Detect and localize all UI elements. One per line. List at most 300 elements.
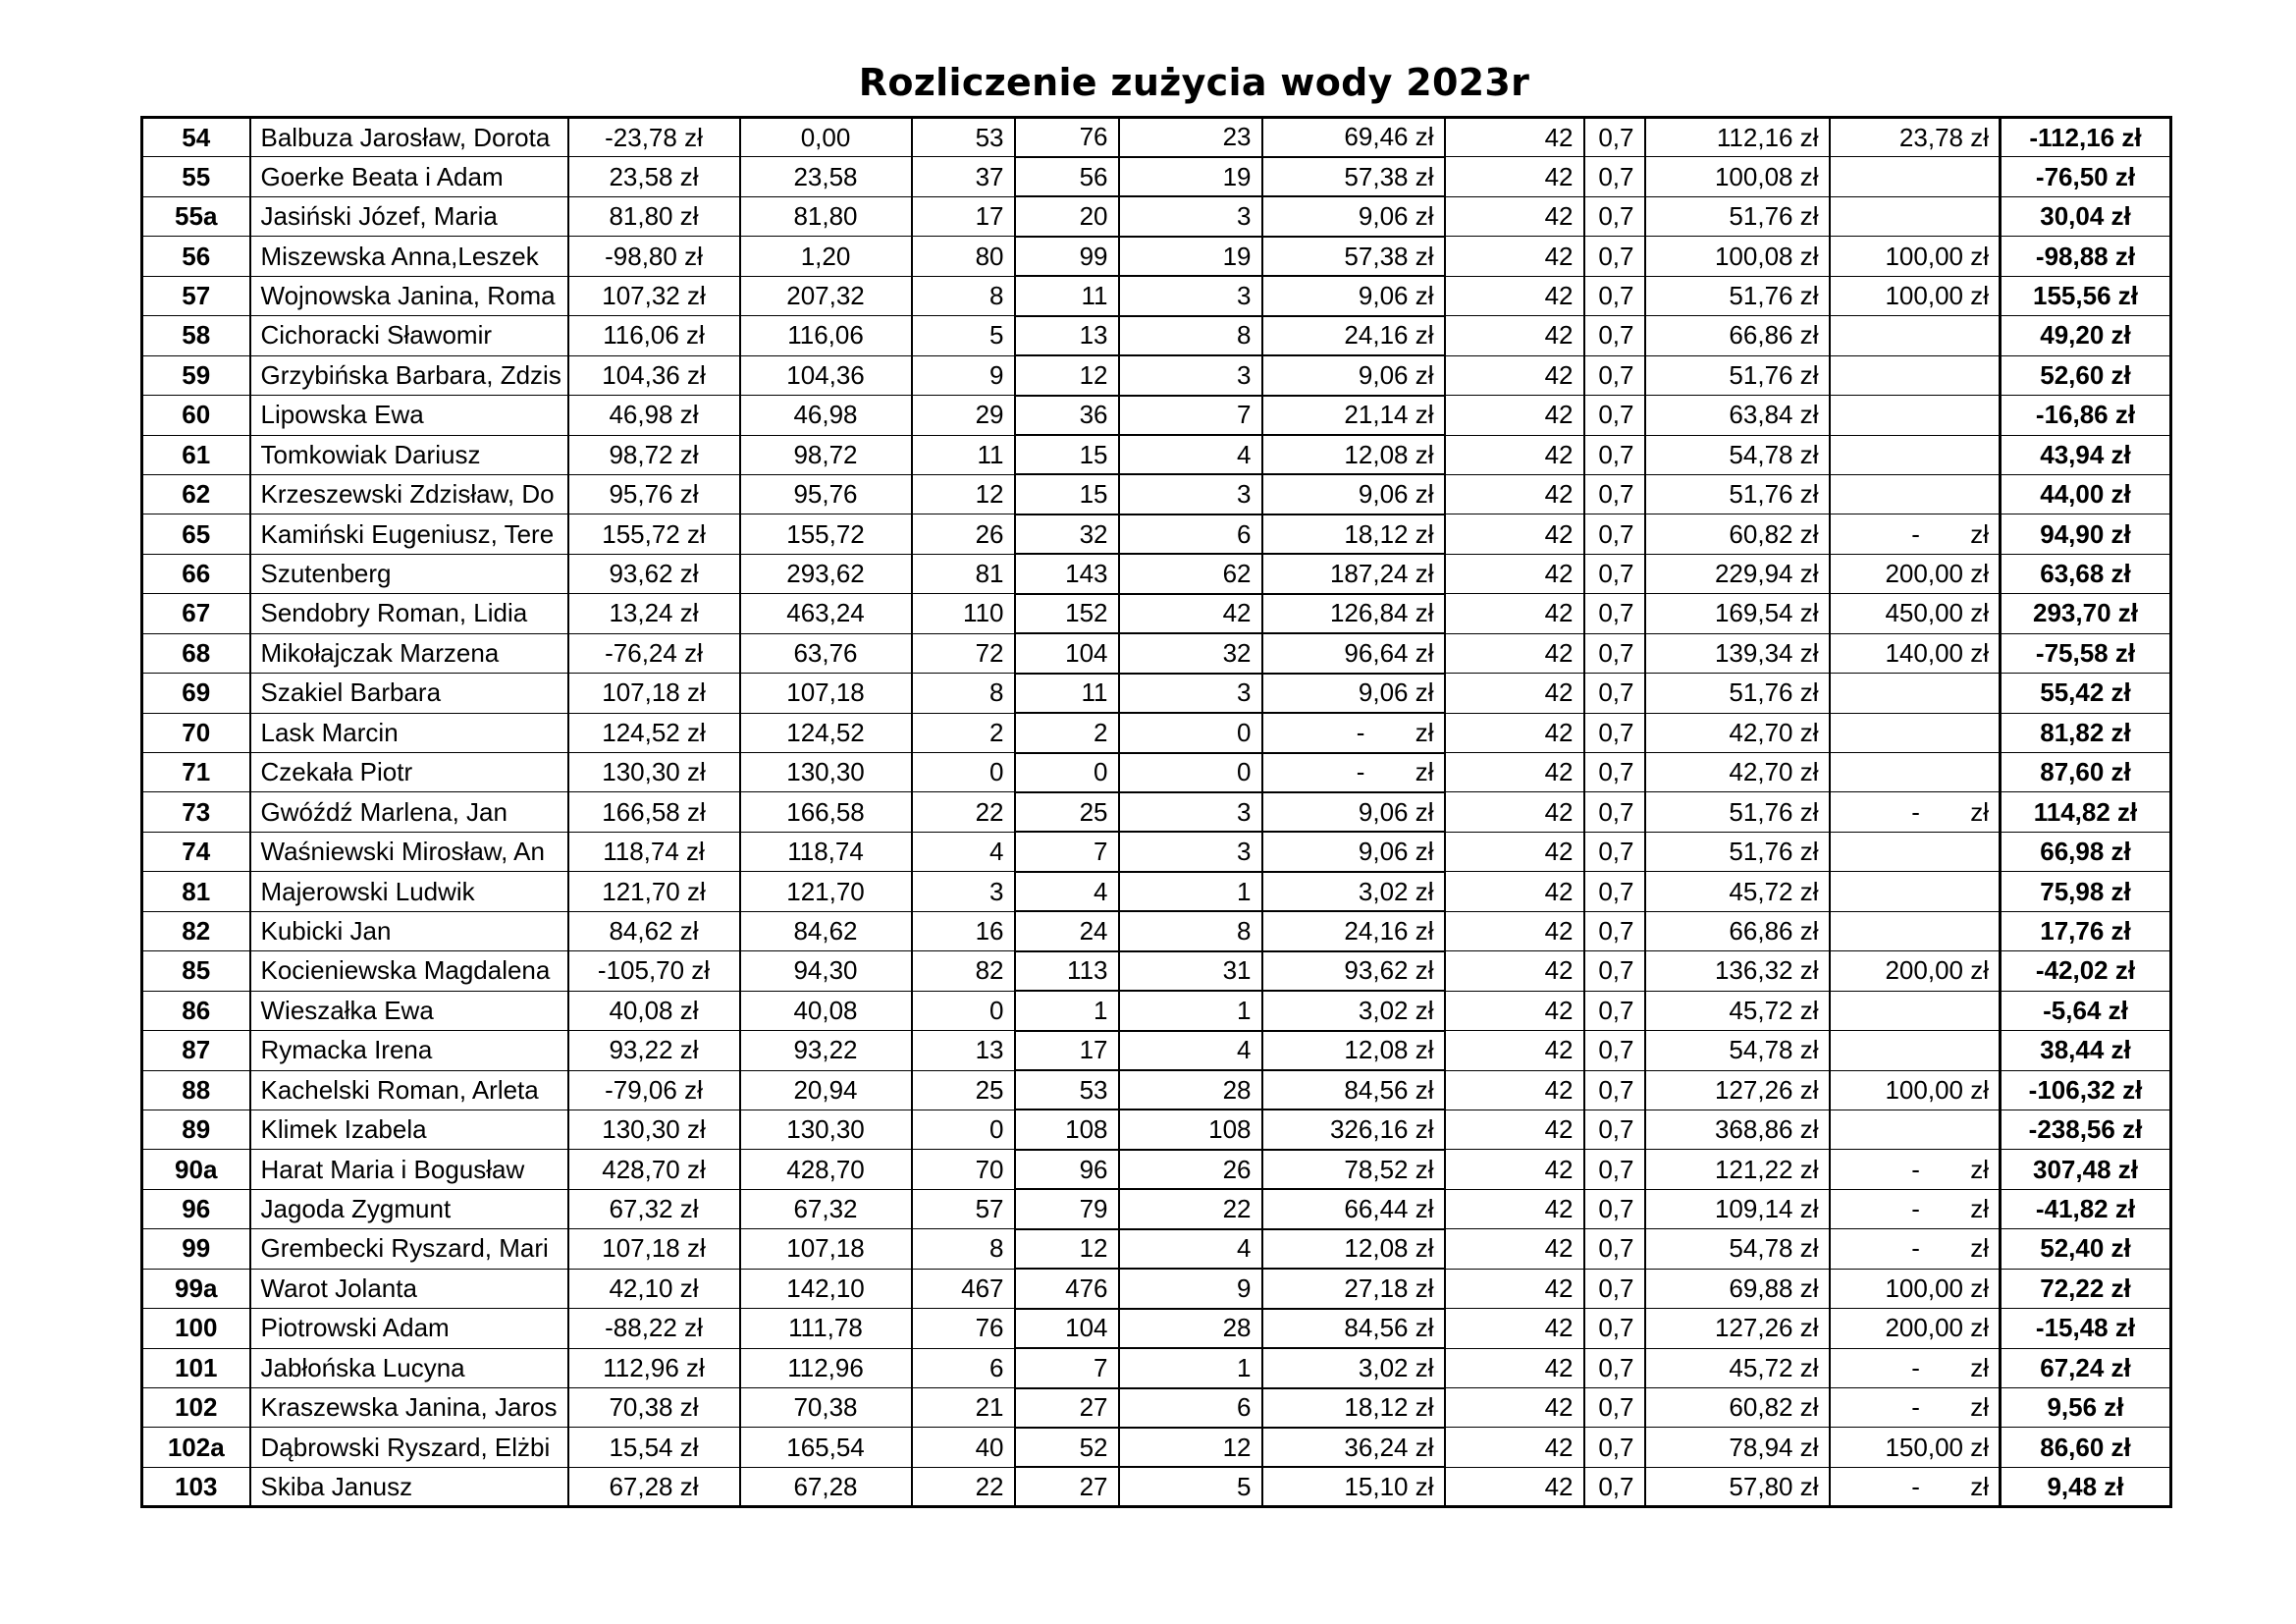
- cell-nr: 88: [142, 1070, 250, 1110]
- cell-name: Szutenberg: [250, 554, 568, 593]
- cell-saldo: 46,98 zł: [568, 396, 740, 435]
- cell-wplata: 84,62: [740, 911, 912, 950]
- cell-stan-poczatkowy: 9: [912, 355, 1015, 395]
- cell-koszt-wody: 12,08 zł: [1262, 435, 1445, 474]
- cell-abonament: 42: [1445, 1189, 1584, 1228]
- cell-saldo: 13,24 zł: [568, 594, 740, 633]
- cell-abonament: 42: [1445, 633, 1584, 673]
- cell-wspolczynnik: 0,7: [1584, 355, 1645, 395]
- cell-saldo: 116,06 zł: [568, 316, 740, 355]
- cell-abonament: 42: [1445, 872, 1584, 911]
- cell-razem: 169,54 zł: [1645, 594, 1830, 633]
- table-row: [142, 435, 2171, 474]
- cell-zuzycie: 3: [1119, 474, 1262, 514]
- cell-wplata-dodatkowa: [1830, 832, 2001, 871]
- cell-stan-koncowy: 2: [1015, 713, 1119, 752]
- cell-wspolczynnik: 0,7: [1584, 474, 1645, 514]
- cell-abonament: 42: [1445, 1269, 1584, 1308]
- cell-koszt-wody: [1262, 713, 1445, 752]
- cell-wplata: 0,00: [740, 118, 912, 157]
- cell-nr: 69: [142, 674, 250, 713]
- cell-wplata-dodatkowa: [1830, 514, 2001, 554]
- cell-wynik: 66,98 zł: [2001, 832, 2171, 871]
- cell-wplata: 207,32: [740, 276, 912, 315]
- cell-nr: 96: [142, 1189, 250, 1228]
- cell-zuzycie: 1: [1119, 872, 1262, 911]
- cell-nr: 67: [142, 594, 250, 633]
- cell-abonament: 42: [1445, 118, 1584, 157]
- cell-wplata: 142,10: [740, 1269, 912, 1308]
- cell-nr: 85: [142, 951, 250, 991]
- cell-koszt-wody: [1262, 753, 1445, 792]
- cell-wynik: -238,56 zł: [2001, 1110, 2171, 1149]
- cell-saldo: 98,72 zł: [568, 435, 740, 474]
- cell-razem: 63,84 zł: [1645, 396, 1830, 435]
- cell-wplata-dodatkowa: [1830, 1467, 2001, 1506]
- cell-saldo: 81,80 zł: [568, 196, 740, 236]
- cell-abonament: 42: [1445, 832, 1584, 871]
- cell-wynik: 155,56 zł: [2001, 276, 2171, 315]
- cell-wplata: 93,22: [740, 1031, 912, 1070]
- cell-stan-poczatkowy: 8: [912, 674, 1015, 713]
- cell-saldo: 107,32 zł: [568, 276, 740, 315]
- cell-wspolczynnik: 0,7: [1584, 1269, 1645, 1308]
- cell-saldo: 42,10 zł: [568, 1269, 740, 1308]
- cell-stan-poczatkowy: 12: [912, 474, 1015, 514]
- cell-koszt-wody: 84,56 zł: [1262, 1309, 1445, 1348]
- table-row: [142, 1428, 2171, 1467]
- cell-name: Harat Maria i Bogusław: [250, 1150, 568, 1189]
- cell-razem: 51,76 zł: [1645, 355, 1830, 395]
- table-body: [142, 118, 2171, 1507]
- currency-suffix: zł: [1970, 1392, 1989, 1423]
- cell-razem: 45,72 zł: [1645, 1348, 1830, 1387]
- cell-name: Krzeszewski Zdzisław, Do: [250, 474, 568, 514]
- dash-value: -: [1356, 717, 1365, 747]
- cell-wynik: 49,20 zł: [2001, 316, 2171, 355]
- cell-name: Gwóźdź Marlena, Jan: [250, 792, 568, 832]
- cell-koszt-wody: 9,06 zł: [1262, 792, 1445, 832]
- cell-nr: 70: [142, 713, 250, 752]
- cell-koszt-wody: 15,10 zł: [1262, 1467, 1445, 1506]
- cell-zuzycie: 4: [1119, 1229, 1262, 1269]
- cell-stan-koncowy: 27: [1015, 1388, 1119, 1428]
- cell-stan-poczatkowy: 26: [912, 514, 1015, 554]
- cell-wspolczynnik: 0,7: [1584, 674, 1645, 713]
- cell-stan-koncowy: 152: [1015, 594, 1119, 633]
- cell-wplata: 130,30: [740, 1110, 912, 1149]
- cell-razem: 66,86 zł: [1645, 911, 1830, 950]
- table-row: [142, 1189, 2171, 1228]
- cell-wynik: 94,90 zł: [2001, 514, 2171, 554]
- cell-wplata-dodatkowa: [1830, 792, 2001, 832]
- cell-nr: 57: [142, 276, 250, 315]
- dash-value: -: [1911, 1352, 1920, 1382]
- currency-suffix: zł: [1970, 1233, 1989, 1264]
- cell-razem: 139,34 zł: [1645, 633, 1830, 673]
- cell-wplata-dodatkowa: [1830, 911, 2001, 950]
- cell-saldo: 121,70 zł: [568, 872, 740, 911]
- cell-koszt-wody: 24,16 zł: [1262, 316, 1445, 355]
- cell-wplata-dodatkowa: [1830, 157, 2001, 196]
- table-row: [142, 713, 2171, 752]
- cell-stan-poczatkowy: 16: [912, 911, 1015, 950]
- cell-stan-poczatkowy: 21: [912, 1388, 1015, 1428]
- cell-wplata-dodatkowa: [1830, 872, 2001, 911]
- cell-wplata-dodatkowa: [1830, 1110, 2001, 1149]
- cell-wplata-dodatkowa: 450,00 zł: [1830, 594, 2001, 633]
- cell-wynik: 86,60 zł: [2001, 1428, 2171, 1467]
- cell-koszt-wody: 9,06 zł: [1262, 832, 1445, 871]
- cell-nr: 61: [142, 435, 250, 474]
- cell-zuzycie: 23: [1119, 118, 1262, 157]
- cell-koszt-wody: 21,14 zł: [1262, 396, 1445, 435]
- currency-suffix: zł: [1970, 796, 1989, 827]
- table-row: [142, 991, 2171, 1030]
- currency-suffix: zł: [1415, 717, 1434, 747]
- cell-stan-koncowy: 13: [1015, 316, 1119, 355]
- cell-name: Waśniewski Mirosław, An: [250, 832, 568, 871]
- cell-wspolczynnik: 0,7: [1584, 554, 1645, 593]
- cell-razem: 121,22 zł: [1645, 1150, 1830, 1189]
- cell-name: Tomkowiak Dariusz: [250, 435, 568, 474]
- cell-wynik: 17,76 zł: [2001, 911, 2171, 950]
- cell-razem: 51,76 zł: [1645, 196, 1830, 236]
- cell-wspolczynnik: 0,7: [1584, 1309, 1645, 1348]
- cell-razem: 100,08 zł: [1645, 237, 1830, 276]
- cell-wplata-dodatkowa: [1830, 1189, 2001, 1228]
- cell-stan-koncowy: 113: [1015, 951, 1119, 991]
- cell-razem: 127,26 zł: [1645, 1070, 1830, 1110]
- cell-koszt-wody: 9,06 zł: [1262, 196, 1445, 236]
- cell-abonament: 42: [1445, 196, 1584, 236]
- cell-abonament: 42: [1445, 1428, 1584, 1467]
- cell-nr: 101: [142, 1348, 250, 1387]
- cell-wynik: 293,70 zł: [2001, 594, 2171, 633]
- cell-stan-koncowy: 56: [1015, 157, 1119, 196]
- table-row: [142, 674, 2171, 713]
- cell-wynik: 63,68 zł: [2001, 554, 2171, 593]
- cell-wspolczynnik: 0,7: [1584, 594, 1645, 633]
- cell-name: Kachelski Roman, Arleta: [250, 1070, 568, 1110]
- cell-wplata: 67,32: [740, 1189, 912, 1228]
- cell-stan-poczatkowy: 11: [912, 435, 1015, 474]
- cell-stan-koncowy: 104: [1015, 633, 1119, 673]
- cell-wynik: 9,48 zł: [2001, 1467, 2171, 1506]
- cell-wplata: 293,62: [740, 554, 912, 593]
- cell-wynik: 67,24 zł: [2001, 1348, 2171, 1387]
- cell-wplata: 155,72: [740, 514, 912, 554]
- table-row: [142, 594, 2171, 633]
- cell-stan-poczatkowy: 25: [912, 1070, 1015, 1110]
- cell-abonament: 42: [1445, 1070, 1584, 1110]
- settlement-table: [140, 116, 2172, 1508]
- cell-abonament: 42: [1445, 1309, 1584, 1348]
- cell-wspolczynnik: 0,7: [1584, 435, 1645, 474]
- cell-saldo: 23,58 zł: [568, 157, 740, 196]
- cell-wplata: 130,30: [740, 753, 912, 792]
- cell-zuzycie: 28: [1119, 1309, 1262, 1348]
- cell-stan-koncowy: 15: [1015, 435, 1119, 474]
- cell-wynik: 44,00 zł: [2001, 474, 2171, 514]
- cell-razem: 60,82 zł: [1645, 1388, 1830, 1428]
- cell-nr: 56: [142, 237, 250, 276]
- dash-value: -: [1911, 1392, 1920, 1423]
- currency-suffix: zł: [1970, 1471, 1989, 1501]
- cell-razem: 54,78 zł: [1645, 1031, 1830, 1070]
- cell-wplata-dodatkowa: [1830, 1150, 2001, 1189]
- cell-saldo: -105,70 zł: [568, 951, 740, 991]
- cell-nr: 74: [142, 832, 250, 871]
- cell-wspolczynnik: 0,7: [1584, 1428, 1645, 1467]
- cell-wplata-dodatkowa: 200,00 zł: [1830, 951, 2001, 991]
- cell-saldo: 107,18 zł: [568, 674, 740, 713]
- cell-zuzycie: 19: [1119, 157, 1262, 196]
- cell-zuzycie: 8: [1119, 911, 1262, 950]
- cell-saldo: 130,30 zł: [568, 753, 740, 792]
- cell-stan-poczatkowy: 80: [912, 237, 1015, 276]
- currency-suffix: zł: [1970, 1194, 1989, 1224]
- cell-name: Szakiel Barbara: [250, 674, 568, 713]
- cell-wplata: 463,24: [740, 594, 912, 633]
- cell-stan-poczatkowy: 17: [912, 196, 1015, 236]
- cell-stan-poczatkowy: 72: [912, 633, 1015, 673]
- cell-wplata-dodatkowa: 200,00 zł: [1830, 554, 2001, 593]
- cell-wspolczynnik: 0,7: [1584, 1031, 1645, 1070]
- cell-stan-koncowy: 15: [1015, 474, 1119, 514]
- cell-nr: 59: [142, 355, 250, 395]
- cell-stan-poczatkowy: 0: [912, 753, 1015, 792]
- table-row: [142, 276, 2171, 315]
- cell-wplata-dodatkowa: [1830, 355, 2001, 395]
- cell-zuzycie: 4: [1119, 435, 1262, 474]
- cell-name: Klimek Izabela: [250, 1110, 568, 1149]
- table-row: [142, 1110, 2171, 1149]
- cell-name: Rymacka Irena: [250, 1031, 568, 1070]
- cell-wspolczynnik: 0,7: [1584, 1348, 1645, 1387]
- cell-name: Dąbrowski Ryszard, Elżbi: [250, 1428, 568, 1467]
- table-row: [142, 1388, 2171, 1428]
- cell-wplata-dodatkowa: 200,00 zł: [1830, 1309, 2001, 1348]
- cell-name: Jasiński Józef, Maria: [250, 196, 568, 236]
- cell-abonament: 42: [1445, 713, 1584, 752]
- cell-wplata: 428,70: [740, 1150, 912, 1189]
- cell-abonament: 42: [1445, 1348, 1584, 1387]
- page-title: [0, 61, 2296, 104]
- table-row: [142, 196, 2171, 236]
- cell-saldo: 84,62 zł: [568, 911, 740, 950]
- cell-nr: 99: [142, 1229, 250, 1269]
- cell-wplata-dodatkowa: [1830, 991, 2001, 1030]
- table-row: [142, 474, 2171, 514]
- cell-razem: 127,26 zł: [1645, 1309, 1830, 1348]
- cell-name: Grembecki Ryszard, Mari: [250, 1229, 568, 1269]
- cell-nr: 102: [142, 1388, 250, 1428]
- cell-wynik: -5,64 zł: [2001, 991, 2171, 1030]
- cell-razem: 42,70 zł: [1645, 753, 1830, 792]
- cell-stan-poczatkowy: 22: [912, 792, 1015, 832]
- cell-abonament: 42: [1445, 1110, 1584, 1149]
- cell-koszt-wody: 3,02 zł: [1262, 991, 1445, 1030]
- table-row: [142, 554, 2171, 593]
- cell-saldo: 166,58 zł: [568, 792, 740, 832]
- cell-koszt-wody: 36,24 zł: [1262, 1428, 1445, 1467]
- cell-nr: 54: [142, 118, 250, 157]
- cell-stan-koncowy: 12: [1015, 1229, 1119, 1269]
- cell-wplata-dodatkowa: 100,00 zł: [1830, 1070, 2001, 1110]
- cell-stan-koncowy: 27: [1015, 1467, 1119, 1506]
- cell-zuzycie: 0: [1119, 753, 1262, 792]
- cell-koszt-wody: 84,56 zł: [1262, 1070, 1445, 1110]
- cell-nr: 71: [142, 753, 250, 792]
- cell-wspolczynnik: 0,7: [1584, 1110, 1645, 1149]
- cell-wplata: 124,52: [740, 713, 912, 752]
- cell-nr: 60: [142, 396, 250, 435]
- cell-wynik: 43,94 zł: [2001, 435, 2171, 474]
- cell-razem: 109,14 zł: [1645, 1189, 1830, 1228]
- cell-saldo: 118,74 zł: [568, 832, 740, 871]
- title-text: Rozliczenie zużycia wody 2023r: [858, 61, 1530, 104]
- cell-saldo: -79,06 zł: [568, 1070, 740, 1110]
- cell-wplata-dodatkowa: 100,00 zł: [1830, 276, 2001, 315]
- cell-razem: 136,32 zł: [1645, 951, 1830, 991]
- cell-koszt-wody: 96,64 zł: [1262, 633, 1445, 673]
- cell-zuzycie: 22: [1119, 1189, 1262, 1228]
- cell-abonament: 42: [1445, 396, 1584, 435]
- table-row: [142, 1150, 2171, 1189]
- cell-nr: 103: [142, 1467, 250, 1506]
- cell-stan-koncowy: 11: [1015, 276, 1119, 315]
- cell-stan-koncowy: 53: [1015, 1070, 1119, 1110]
- cell-stan-koncowy: 25: [1015, 792, 1119, 832]
- cell-abonament: 42: [1445, 1229, 1584, 1269]
- cell-nr: 81: [142, 872, 250, 911]
- cell-zuzycie: 0: [1119, 713, 1262, 752]
- cell-wplata: 166,58: [740, 792, 912, 832]
- cell-nr: 89: [142, 1110, 250, 1149]
- cell-wynik: -106,32 zł: [2001, 1070, 2171, 1110]
- cell-zuzycie: 1: [1119, 1348, 1262, 1387]
- cell-razem: 60,82 zł: [1645, 514, 1830, 554]
- cell-wynik: 75,98 zł: [2001, 872, 2171, 911]
- cell-name: Warot Jolanta: [250, 1269, 568, 1308]
- cell-saldo: 104,36 zł: [568, 355, 740, 395]
- cell-name: Cichoracki Sławomir: [250, 316, 568, 355]
- cell-wplata: 111,78: [740, 1309, 912, 1348]
- cell-nr: 86: [142, 991, 250, 1030]
- cell-wplata-dodatkowa: [1830, 674, 2001, 713]
- cell-zuzycie: 108: [1119, 1110, 1262, 1149]
- cell-wspolczynnik: 0,7: [1584, 832, 1645, 871]
- cell-stan-koncowy: 108: [1015, 1110, 1119, 1149]
- cell-koszt-wody: 18,12 zł: [1262, 1388, 1445, 1428]
- cell-razem: 54,78 zł: [1645, 1229, 1830, 1269]
- cell-wynik: 81,82 zł: [2001, 713, 2171, 752]
- cell-stan-koncowy: 104: [1015, 1309, 1119, 1348]
- table-row: [142, 1348, 2171, 1387]
- cell-koszt-wody: 27,18 zł: [1262, 1269, 1445, 1308]
- cell-wplata: 94,30: [740, 951, 912, 991]
- cell-koszt-wody: 78,52 zł: [1262, 1150, 1445, 1189]
- cell-saldo: 93,62 zł: [568, 554, 740, 593]
- cell-nr: 68: [142, 633, 250, 673]
- cell-razem: 57,80 zł: [1645, 1467, 1830, 1506]
- cell-razem: 69,88 zł: [1645, 1269, 1830, 1308]
- cell-stan-poczatkowy: 4: [912, 832, 1015, 871]
- cell-wplata: 1,20: [740, 237, 912, 276]
- cell-wynik: 87,60 zł: [2001, 753, 2171, 792]
- cell-abonament: 42: [1445, 474, 1584, 514]
- table-row: [142, 1229, 2171, 1269]
- table-row: [142, 1031, 2171, 1070]
- table-row: [142, 753, 2171, 792]
- cell-wplata: 107,18: [740, 674, 912, 713]
- cell-nr: 102a: [142, 1428, 250, 1467]
- cell-stan-koncowy: 4: [1015, 872, 1119, 911]
- table-row: [142, 514, 2171, 554]
- cell-abonament: 42: [1445, 1031, 1584, 1070]
- cell-name: Lipowska Ewa: [250, 396, 568, 435]
- cell-stan-poczatkowy: 467: [912, 1269, 1015, 1308]
- cell-stan-koncowy: 76: [1015, 118, 1119, 157]
- cell-razem: 112,16 zł: [1645, 118, 1830, 157]
- cell-razem: 51,76 zł: [1645, 792, 1830, 832]
- cell-zuzycie: 6: [1119, 514, 1262, 554]
- cell-saldo: 67,28 zł: [568, 1467, 740, 1506]
- cell-stan-poczatkowy: 5: [912, 316, 1015, 355]
- cell-wspolczynnik: 0,7: [1584, 396, 1645, 435]
- cell-saldo: 67,32 zł: [568, 1189, 740, 1228]
- cell-zuzycie: 3: [1119, 674, 1262, 713]
- cell-stan-koncowy: 32: [1015, 514, 1119, 554]
- cell-zuzycie: 6: [1119, 1388, 1262, 1428]
- cell-koszt-wody: 126,84 zł: [1262, 594, 1445, 633]
- cell-saldo: 40,08 zł: [568, 991, 740, 1030]
- cell-stan-koncowy: 7: [1015, 832, 1119, 871]
- cell-stan-poczatkowy: 40: [912, 1428, 1015, 1467]
- cell-wplata: 67,28: [740, 1467, 912, 1506]
- cell-wspolczynnik: 0,7: [1584, 1070, 1645, 1110]
- cell-zuzycie: 3: [1119, 276, 1262, 315]
- cell-wynik: 52,60 zł: [2001, 355, 2171, 395]
- cell-name: Majerowski Ludwik: [250, 872, 568, 911]
- cell-wspolczynnik: 0,7: [1584, 991, 1645, 1030]
- cell-wspolczynnik: 0,7: [1584, 276, 1645, 315]
- table-row: [142, 316, 2171, 355]
- cell-abonament: 42: [1445, 355, 1584, 395]
- cell-abonament: 42: [1445, 674, 1584, 713]
- cell-name: Miszewska Anna,Leszek: [250, 237, 568, 276]
- cell-name: Grzybińska Barbara, Zdzis: [250, 355, 568, 395]
- cell-wspolczynnik: 0,7: [1584, 316, 1645, 355]
- cell-stan-poczatkowy: 8: [912, 276, 1015, 315]
- cell-wynik: 38,44 zł: [2001, 1031, 2171, 1070]
- cell-abonament: 42: [1445, 316, 1584, 355]
- cell-abonament: 42: [1445, 435, 1584, 474]
- cell-stan-koncowy: 96: [1015, 1150, 1119, 1189]
- cell-wplata: 95,76: [740, 474, 912, 514]
- dash-value: -: [1911, 518, 1920, 549]
- cell-abonament: 42: [1445, 554, 1584, 593]
- cell-saldo: 112,96 zł: [568, 1348, 740, 1387]
- cell-abonament: 42: [1445, 991, 1584, 1030]
- cell-koszt-wody: 69,46 zł: [1262, 118, 1445, 157]
- cell-wspolczynnik: 0,7: [1584, 911, 1645, 950]
- cell-stan-koncowy: 12: [1015, 355, 1119, 395]
- cell-koszt-wody: 18,12 zł: [1262, 514, 1445, 554]
- cell-wynik: -112,16 zł: [2001, 118, 2171, 157]
- cell-abonament: 42: [1445, 792, 1584, 832]
